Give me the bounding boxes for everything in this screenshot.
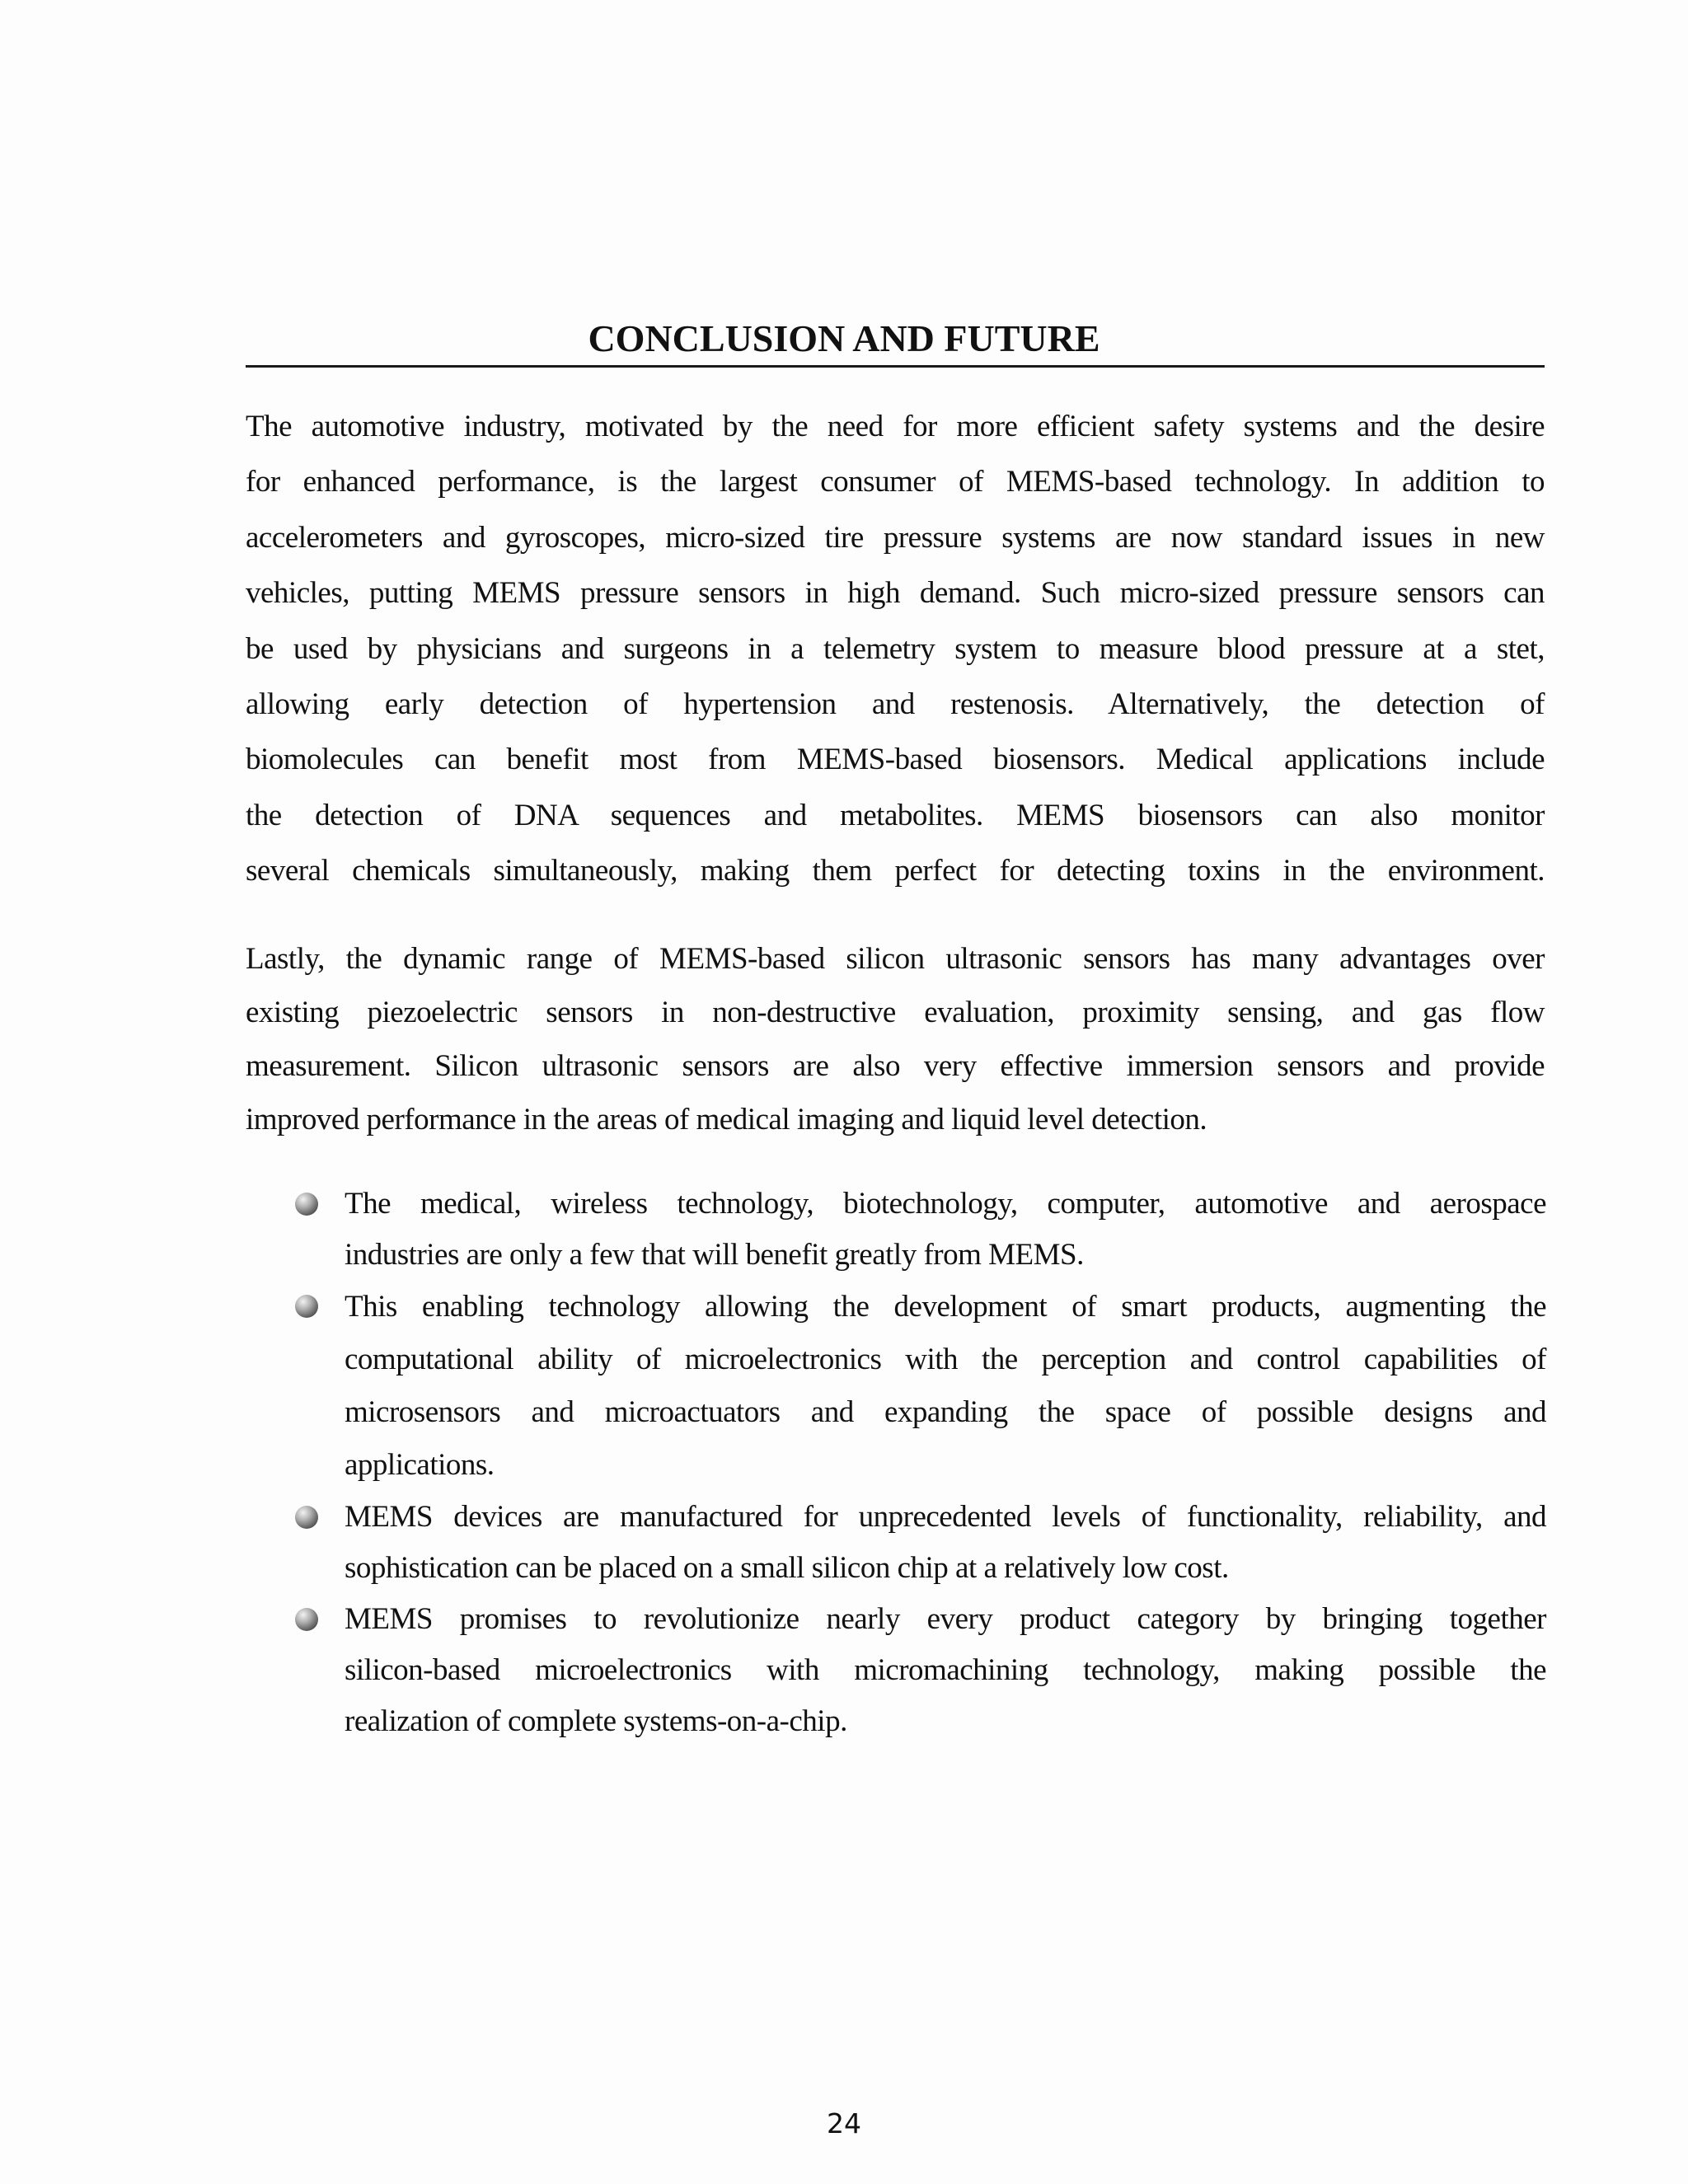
sphere-bullet-icon bbox=[295, 1193, 318, 1216]
text-line: improved performance in the areas of medical imaging and liquid level detection. bbox=[246, 1103, 1207, 1137]
text-line: The medical, wireless technology, biotechnology, computer, automotive and aerospace bbox=[345, 1187, 1546, 1221]
sphere-bullet-icon bbox=[295, 1295, 318, 1318]
text-line: several chemicals simultaneously, making them perfect for detecting toxins in the environment. bbox=[246, 854, 1545, 888]
paragraph-automotive bbox=[246, 399, 1545, 899]
bullet-item-enabling-technology bbox=[290, 1281, 1546, 1492]
text-line: This enabling technology allowing the development of smart products, augmenting the bbox=[345, 1290, 1546, 1324]
page-number: 24 bbox=[827, 2107, 861, 2139]
bullet-list bbox=[290, 1179, 1546, 1747]
text-line: accelerometers and gyroscopes, micro-sized tire pressure systems are now standard issues in new bbox=[246, 520, 1545, 555]
text-line: the detection of DNA sequences and metabolites. MEMS biosensors can also monitor bbox=[246, 798, 1545, 832]
text-line: sophistication can be placed on a small silicon chip at a relatively low cost. bbox=[345, 1551, 1229, 1585]
text-line: Lastly, the dynamic range of MEMS-based silicon ultrasonic sensors has many advantages over bbox=[246, 942, 1545, 976]
sphere-bullet-icon bbox=[295, 1608, 318, 1631]
text-line: MEMS devices are manufactured for unprecedented levels of functionality, reliability, and bbox=[345, 1500, 1546, 1534]
text-line: measurement. Silicon ultrasonic sensors are also very effective immersion sensors and provide bbox=[246, 1049, 1545, 1083]
text-line: for enhanced performance, is the largest consumer of MEMS-based technology. In addition to bbox=[246, 465, 1545, 499]
page-title: CONCLUSION AND FUTURE bbox=[588, 316, 1100, 359]
bullet-item-revolutionize bbox=[290, 1594, 1546, 1747]
paragraph-ultrasonic bbox=[246, 932, 1545, 1146]
bullet-item-industries bbox=[290, 1179, 1546, 1281]
text-line: applications. bbox=[345, 1448, 495, 1482]
text-line: microsensors and microactuators and expanding the space of possible designs and bbox=[345, 1395, 1546, 1429]
text-line: existing piezoelectric sensors in non-destructive evaluation, proximity sensing, and gas flow bbox=[246, 996, 1545, 1029]
text-line: vehicles, putting MEMS pressure sensors in high demand. Such micro-sized pressure sensors can bbox=[246, 576, 1545, 611]
text-line: silicon-based microelectronics with micromachining technology, making possible the bbox=[345, 1653, 1546, 1687]
title-divider bbox=[246, 365, 1545, 368]
text-line: be used by physicians and surgeons in a telemetry system to measure blood pressure at a stet, bbox=[246, 631, 1545, 666]
text-line: allowing early detection of hypertension and restenosis. Alternatively, the detection of bbox=[246, 687, 1545, 722]
bullet-item-devices bbox=[290, 1492, 1546, 1594]
text-line: MEMS promises to revolutionize nearly every product category by bringing together bbox=[345, 1602, 1546, 1636]
text-line: industries are only a few that will benefit greatly from MEMS. bbox=[345, 1238, 1084, 1272]
text-line: computational ability of microelectronics with the perception and control capabilities of bbox=[345, 1343, 1546, 1376]
text-line: realization of complete systems-on-a-chip. bbox=[345, 1704, 847, 1738]
text-line: The automotive industry, motivated by the need for more efficient safety systems and the desire bbox=[246, 410, 1545, 443]
text-line: biomolecules can benefit most from MEMS-based biosensors. Medical applications include bbox=[246, 743, 1545, 777]
sphere-bullet-icon bbox=[295, 1506, 318, 1529]
